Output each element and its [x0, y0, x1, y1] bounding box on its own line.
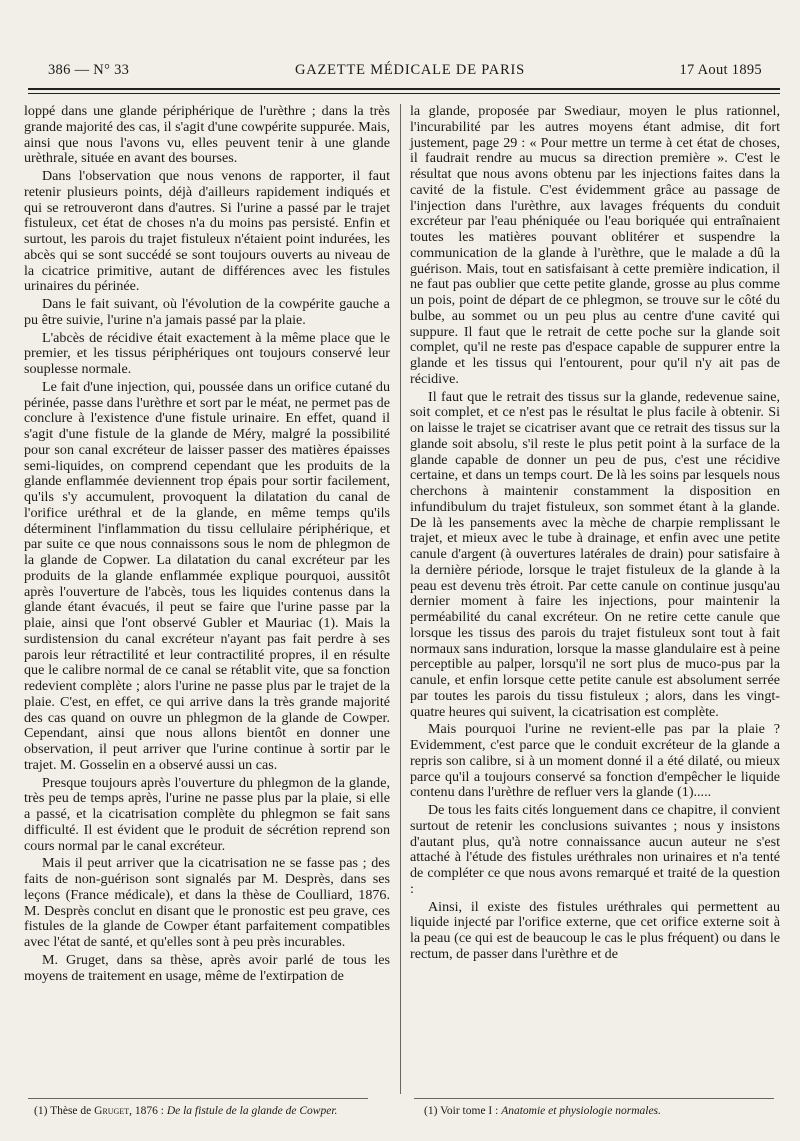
paragraph: Dans l'observation que nous venons de rapporter, il faut retenir plusieurs points, déjà d'ailleurs rapidement indiqués et qui se retrouveront dans d'autres. Si l'urine a passé par le trajet fistuleux, cet état de choses n'a du moins pas persisté. Enfin et surtout, les parois du trajet fistuleux n'étaient point indurées, les abcès qui se sont succédé se sont toujours ouverts au niveau de la cicatrice primitive, autant de différences avec les fistules urinaires du périnée.	[24, 168, 390, 295]
page-header	[40, 60, 780, 80]
footnote-mid: , 1876 :	[129, 1105, 167, 1117]
footnote-author: Gruget	[94, 1105, 130, 1117]
paragraph: L'abcès de récidive était exactement à la même place que le premier, et les tissus périphériques ont toujours conservé leur souplesse normale.	[24, 329, 390, 377]
column-divider	[400, 104, 401, 1094]
paragraph: Ainsi, il existe des fistules uréthrales qui permettent au liquide injecté par l'orifice externe, que cet orifice externe soit à la peau (ce qui est de beaucoup le cas le plus fréquent) ou dans le rectum, de passer dans l'urèthre et de	[410, 898, 780, 962]
footnote-rule-right	[414, 1098, 774, 1099]
page-number: 386 — N° 33	[48, 62, 130, 78]
issue-date: 17 Aout 1895	[679, 62, 762, 78]
footnote-prefix: (1) Thèse de	[34, 1105, 95, 1117]
footnote-title: Anatomie et physiologie normales.	[501, 1105, 661, 1117]
left-column	[24, 104, 390, 984]
paragraph: Mais pourquoi l'urine ne revient-elle pas par la plaie ? Evidemment, c'est parce que le conduit excréteur de la glande a repris son calibre, si à un moment donné il a été dilaté, ou mieux parce qu'il a toujours conservé sa fonction d'empêcher le liquide contenu dans l'urèthre de refluer vers la glande (1).....	[410, 721, 780, 801]
right-column	[410, 104, 780, 963]
footnote-prefix: (1) Voir tome I :	[424, 1105, 502, 1117]
footnote-title: De la fistule de la glande de Cowper.	[166, 1105, 338, 1117]
paragraph: M. Gruget, dans sa thèse, après avoir parlé de tous les moyens de traitement en usage, même de l'extirpation de	[24, 951, 390, 984]
footnote-right	[424, 1104, 784, 1118]
paragraph: De tous les faits cités longuement dans ce chapitre, il convient surtout de retenir les conclusions suivantes ; nous y insistons d'autant plus, qu'à notre connaissance aucun auteur ne s'est attaché à l'étude des fistules uréthrales non urinaires et n'a tenté de compléter ce que nous avons remarqué et traité de la question :	[410, 802, 780, 897]
paragraph: Dans le fait suivant, où l'évolution de la cowpérite gauche a pu être suivie, l'urine n'a jamais passé par la plaie.	[24, 296, 390, 328]
paragraph: Mais il peut arriver que la cicatrisation ne se fasse pas ; des faits de non-guérison sont signalés par M. Desprès, dans ses leçons (France médicale), et dans la thèse de Coulliard, 1876. M. Desprès conclut en disant que le pronostic est peu grave, ces fistules de la glande de Cowper étant parfaitement compatibles avec l'état de santé, et qu'elles sont à peu près incurables.	[24, 855, 390, 950]
footnote-rule-left	[28, 1098, 368, 1099]
header-rule	[28, 88, 780, 94]
paragraph: Le fait d'une injection, qui, poussée dans un orifice cutané du périnée, passe dans l'urèthre et sort par le méat, ne permet pas de conclure à l'existence d'une fistule urinaire. En effet, quand il s'agit d'une fistule de la glande de Méry, malgré la possibilité pour son canal excréteur de laisser passer des matières épaisses semi-liquides, on comprend cependant que les produits de la glande enflammée deviennent trop épais pour sortir facilement, qu'ils s'y accumulent, provoquent la dilatation du canal de l'orifice uréthral et de la glande, en même temps qu'ils déterminent l'inflammation du tissu cellulaire périphérique, et par suite ce que nous connaissons sous le nom de phlegmon de la glande de Copwer. La dilatation du canal excréteur par les produits de la glande enflammée explique pourquoi, aussitôt après l'ouverture de l'abcès, tous les liquides contenus dans la glande étant évacués, il peut se faire que l'urine passe par la plaie, ainsi que l'ont observé Gubler et Mauriac (1). Mais la surdistension du canal excréteur n'ayant pas fait perdre à ses parois leur rétractilité et leur contractilité propres, il en résulte que le calibre normal de ce canal se rétablit vite, que sa fonction redevient complète ; alors l'urine ne passe plus par le trajet de la plaie. C'est, en effet, ce qui arrive dans la très grande majorité des cas quand on ouvre un phlegmon de la glande de Cowper. Cependant, ainsi que nous allons bientôt en donner une observation, il peut arriver que l'urine continue à sortir par le trajet. M. Gosselin en a observé aussi un cas.	[24, 378, 390, 773]
paragraph: loppé dans une glande périphérique de l'urèthre ; dans la très grande majorité des cas, il s'agit d'une cowpérite suppurée. Mais, ainsi que nous l'avons vu, elles peuvent tenir à une glande urèthrale, située en avant des bourses.	[24, 103, 390, 167]
paragraph: Il faut que le retrait des tissus sur la glande, redevenue saine, soit complet, et ce n'est pas le résultat le plus facile à obtenir. Si on laisse le trajet se cicatriser avant que ce retrait des tissus sur la glande soit absolu, s'il reste le plus petit point à la surface de la glande capable de donner un peu de pus, c'est une récidive certaine, et dans un temps court. De là les soins par lesquels nous cherchons à maintenir constamment la disposition en infundibulum du trajet fistuleux, son sommet étant à la glande. De là les pansements avec la mèche de charpie remplissant le trajet, et mieux avec le tube à drainage, et enfin avec une petite canule d'argent (à ouvertures latérales de drain) pour satisfaire à la dernière période, lorsque le trajet fistuleux de la glande à la peau est devenu très étroit. Par cette canule on continue jusqu'au dernier moment à faire les injections, pour maintenir la perméabilité du canal excréteur. On ne retire cette canule que lorsque les tissus des parois du trajet fistuleux sont tout à fait normaux sans induration, lorsque la masse glandulaire est à peine perceptible au palper, lorsqu'il ne sort plus de muco-pus par la canule, et enfin lorsque cette petite canule est absolument serrée par toutes les parois du tissu fistuleux ; alors, dans les vingt-quatre heures qui suivent, la cicatrisation est complète.	[410, 388, 780, 720]
paragraph: Presque toujours après l'ouverture du phlegmon de la glande, très peu de temps après, l'urine ne passe plus par la plaie, si elle a passé, et la cicatrisation complète du phlegmon se fait sans difficulté. Il est évident que le produit de sécrétion reprend son cours normal par le canal excréteur.	[24, 774, 390, 854]
footnote-left	[34, 1104, 394, 1118]
paragraph: la glande, proposée par Swediaur, moyen le plus rationnel, l'incurabilité par les autres moyens étant admise, dit fort justement, page 29 : « Pour mettre un terme à cet état de choses, il faudrait rendre au mucus sa direction première ». C'est le résultat que nous avons obtenu par les injections faites dans la cavité de la fistule. C'est évidemment grâce au passage de l'injection dans l'urèthre, aux lavages fréquents du conduit excréteur par l'eau phéniquée ou l'eau boriquée qui entraînaient toutes les matières pouvant oblitérer et suspendre la communication de la glande à l'urèthre, que le malade a dû la guérison. Mais, tout en satisfaisant à cette première indication, il ne faut pas oublier que cette petite glande, grosse au plus comme un pois, point de départ de ce phlegmon, se trouve sur le côté du bulbe, au sommet ou un peu plus au centre d'une cavité qui suppure. Il faut que le retrait de cette poche sur la glande soit complet, qu'il ne reste pas d'espace capable de suppurer entre la glande et les tissus qui l'entourent, pour qu'il n'y ait pas de récidive.	[410, 103, 780, 387]
journal-title: GAZETTE MÉDICALE DE PARIS	[294, 62, 526, 78]
